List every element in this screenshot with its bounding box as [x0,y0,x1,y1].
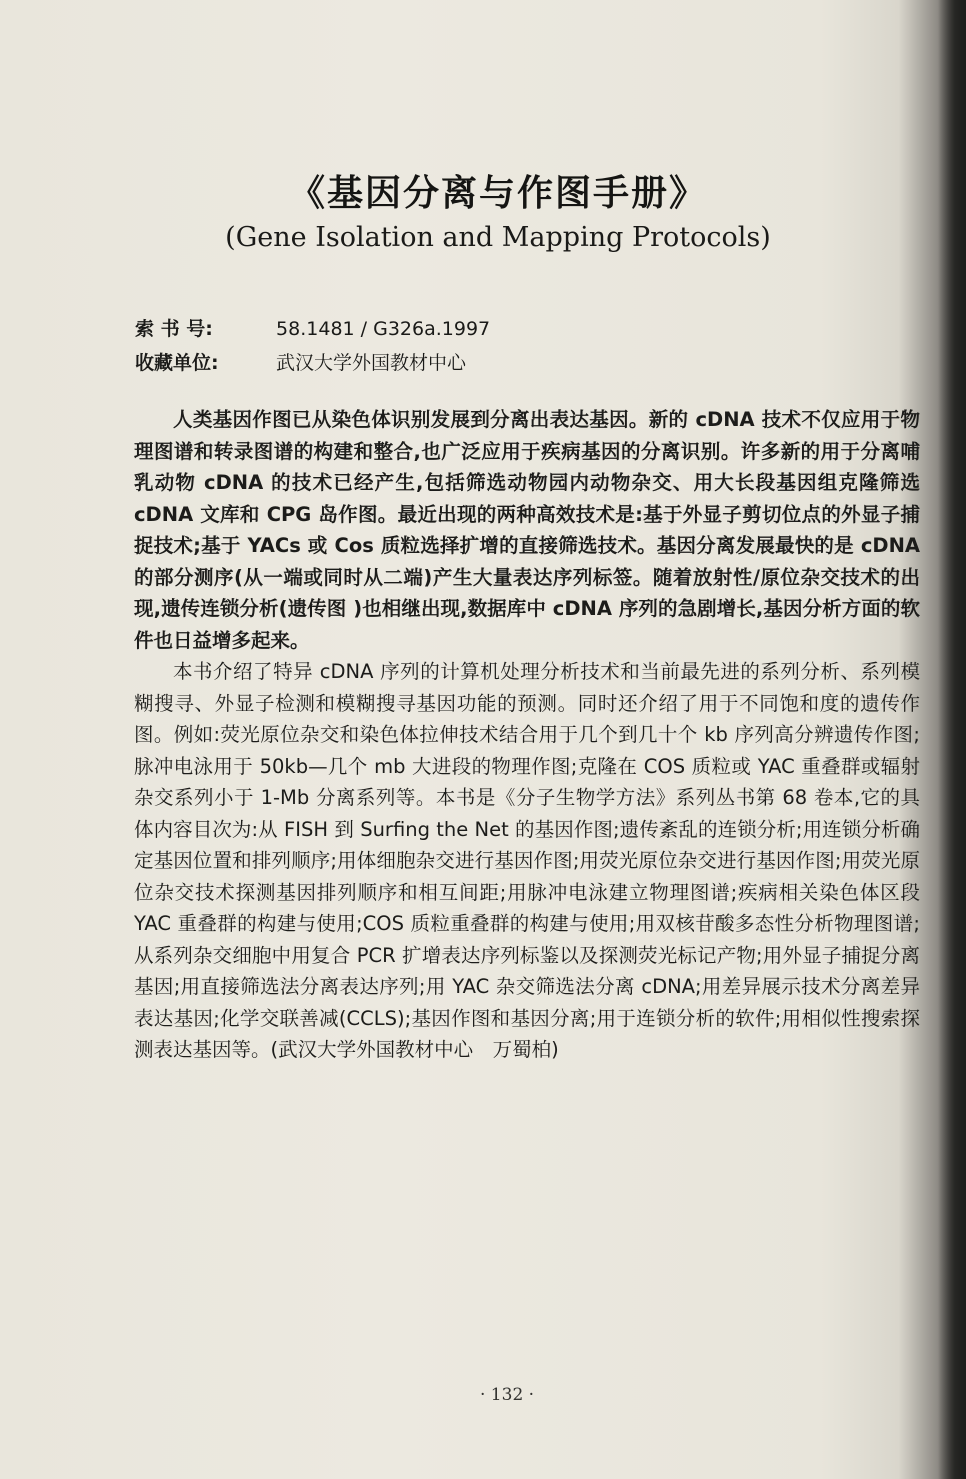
holding-value: 武汉大学外国教材中心 [276,352,467,374]
holding-row [135,348,466,375]
book-spine-shadow [938,0,966,1479]
page-number: · 132 · [480,1385,535,1405]
call-number-label: 索 书 号: [135,318,213,340]
book-subtitle: (Gene Isolation and Mapping Protocols) [225,222,771,253]
call-number-value: 58.1481 / G326a.1997 [276,318,491,340]
call-number-row [135,314,490,341]
paragraph-contents: 本书介绍了特异 cDNA 序列的计算机处理分析技术和当前最先进的系列分析、系列模糊搜寻、外显子检测和模糊搜寻基因功能的预测。同时还介绍了用于不同饱和度的遗传作图。例如:荧光原位杂交和染色体拉伸技术结合用于几个到几十个 kb 序列高分辨遗传作图;脉冲电泳用于 50kb—几个 mb 大进段的物理作图;克隆在 COS 质粒或 YAC 重叠群或辐射杂交系列小于 1-Mb 分离系列等。本书是《分子生物学方法》系列丛书第 68 卷本,它的具体内容目次为:从 FISH 到 Surfing the Net 的基因作图;遗传紊乱的连锁分析;用连锁分析确定基因位置和排列顺序;用体细胞杂交进行基因作图;用荧光原位杂交进行基因作图;用荧光原位杂交技术探测基因排列顺序和相互间距;用脉冲电泳建立物理图谱;疾病相关染色体区段 YAC 重叠群的构建与使用;COS 质粒重叠群的构建与使用;用双核苷酸多态性分析物理图谱;从系列杂交细胞中用复合 PCR 扩增表达序列标鉴以及探测荧光标记产物;用外显子捕捉分离基因;用直接筛选法分离表达序列;用 YAC 杂交筛选法分离 cDNA;用差异展示技术分离差异表达基因;化学交联善减(CCLS);基因作图和基因分离;用于连锁分析的软件;用相似性搜索探测表达基因等。(武汉大学外国教材中心 万蜀柏) [134,660,920,1061]
body-text [134,404,920,1066]
book-title: 《基因分离与作图手册》 [288,173,707,214]
holding-label: 收藏单位: [135,352,219,374]
paragraph-intro: 人类基因作图已从染色体识别发展到分离出表达基因。新的 cDNA 技术不仅应用于物理图谱和转录图谱的构建和整合,也广泛应用于疾病基因的分离识别。许多新的用于分离哺乳动物 cDNA 的技术已经产生,包括筛选动物园内动物杂交、用大长段基因组克隆筛选 cDNA 文库和 CPG 岛作图。最近出现的两种高效技术是:基于外显子剪切位点的外显子捕捉技术;基于 YACs 或 Cos 质粒选择扩增的直接筛选技术。基因分离发展最快的是 cDNA 的部分测序(从一端或同时从二端)产生大量表达序列标签。随着放射性/原位杂交技术的出现,遗传连锁分析(遗传图 )也相继出现,数据库中 cDNA 序列的急剧增长,基因分析方面的软件也日益增多起来。 [134,408,920,652]
